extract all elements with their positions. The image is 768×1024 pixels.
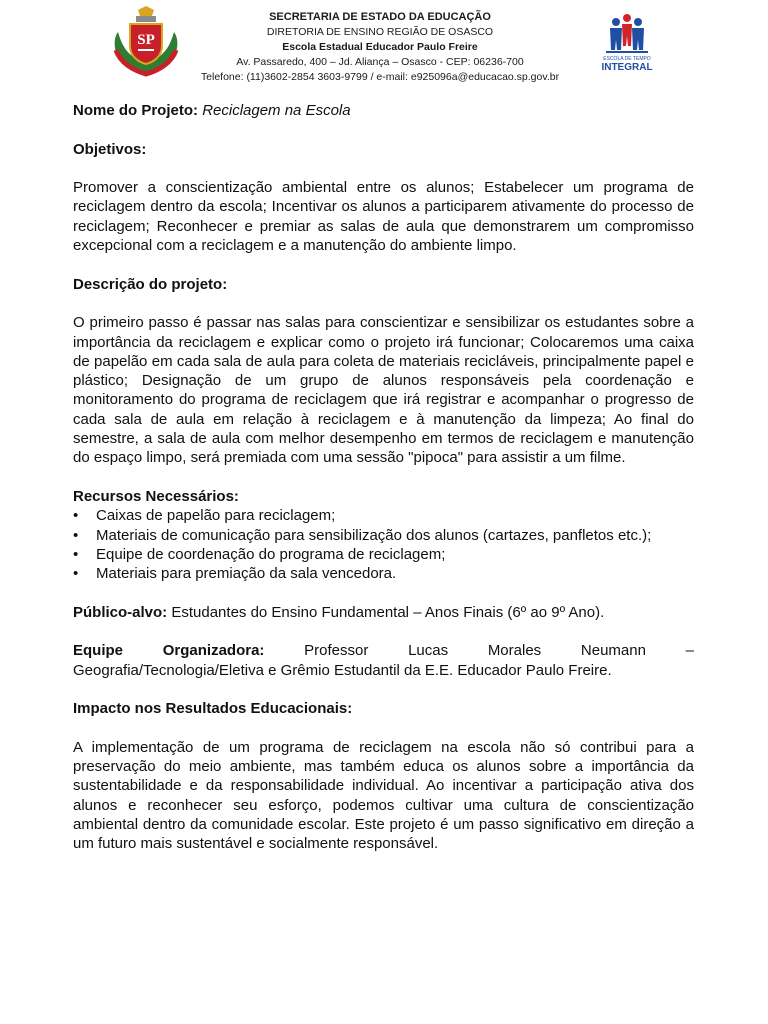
list-item bbox=[73, 564, 694, 583]
secretaria-title: SECRETARIA DE ESTADO DA EDUCAÇÃO bbox=[269, 11, 491, 23]
integral-text: INTEGRAL bbox=[601, 62, 653, 73]
list-item-text: Equipe de coordenação do programa de reciclagem; bbox=[96, 545, 446, 563]
objetivos-text: Promover a conscientização ambiental entre os alunos; Estabelecer um programa de reciclagem dentro da escola; Incentivar os alunos a participarem ativamente do processo de reciclagem; Reconhecer e premiar as salas de aula que demonstrarem um compromisso excepcional com a reciclagem e a manutenção do ambiente limpo. bbox=[73, 179, 694, 255]
impacto-heading: Impacto nos Resultados Educacionais: bbox=[73, 700, 353, 718]
equipe-first-line bbox=[73, 641, 694, 660]
letterhead-text bbox=[190, 10, 570, 85]
school-name: Escola Estadual Educador Paulo Freire bbox=[282, 41, 478, 53]
bullet-icon: • bbox=[73, 545, 79, 563]
school-contact: Telefone: (11)3602-2854 3603-9799 / e-mail: e925096a@educacao.sp.gov.br bbox=[200, 71, 560, 83]
publico-value: Estudantes do Ensino Fundamental – Anos Finais (6º ao 9º Ano). bbox=[171, 603, 605, 621]
publico-label: Público-alvo: bbox=[73, 603, 168, 621]
descricao-text: O primeiro passo é passar nas salas para conscientizar e sensibilizar os estudantes sobre a importância da reciclagem e explicar como o projeto irá funcionar; Colocaremos uma caixa de papelão em cada sala de aula para coleta de materiais recicláveis, principalmente papel e plástico; Designação de um grupo de alunos responsáveis pela coordenação e monitoramento do programa de reciclagem que irá registrar e acompanhar o progresso de cada sala de aula em relação à reciclagem e à manutenção da limpeza; Ao final do semestre, a sala de aula com melhor desempenho em termos de reciclagem e manutenção do espaço limpo, será premiada com uma sessão "pipoca" para assistir a um filme. bbox=[73, 314, 694, 467]
equipe-word: Neumann bbox=[580, 642, 646, 660]
objetivos-heading: Objetivos: bbox=[73, 140, 147, 158]
list-item bbox=[73, 506, 694, 525]
equipe-second-line: Geografia/Tecnologia/Eletiva e Grêmio Estudantil da E.E. Educador Paulo Freire. bbox=[73, 661, 612, 679]
bullet-icon: • bbox=[73, 507, 79, 525]
school-address: Av. Passaredo, 400 – Jd. Aliança – Osasco - CEP: 06236-700 bbox=[236, 56, 524, 68]
equipe-word: Professor bbox=[304, 642, 369, 660]
list-item bbox=[73, 545, 694, 564]
seal-text: SP bbox=[137, 32, 155, 48]
escola-tempo-integral-logo-icon bbox=[594, 10, 660, 76]
integral-small-text: ESCOLA DE TEMPO bbox=[603, 56, 651, 62]
recursos-heading: Recursos Necessários: bbox=[73, 487, 239, 505]
equipe-word: Lucas bbox=[408, 642, 449, 660]
list-item bbox=[73, 526, 694, 545]
equipe-word: Morales bbox=[487, 642, 542, 660]
bullet-icon: • bbox=[73, 565, 79, 583]
descricao-heading: Descrição do projeto: bbox=[73, 275, 228, 293]
project-name-label: Nome do Projeto: bbox=[73, 102, 199, 119]
letterhead-header bbox=[0, 0, 768, 92]
project-name-line bbox=[73, 101, 694, 120]
document-body bbox=[73, 101, 694, 873]
equipe-label-word2: Organizadora: bbox=[162, 642, 265, 660]
equipe-block bbox=[73, 641, 694, 680]
impacto-text: A implementação de um programa de reciclagem na escola não só contribui para a preservação do meio ambiente, mas também educa os alunos sobre a importância da sustentabilidade e da responsabilidade individual. Ao incentivar a participação ativa dos alunos e reconhecer seu esforço, podemos cultivar uma cultura de conscientização ambiental dentro da comunidade escolar. Este projeto é um passo significativo em direção a um futuro mais sustentável e socialmente responsável. bbox=[73, 738, 694, 853]
list-item-text: Materiais para premiação da sala vencedora. bbox=[96, 565, 397, 583]
publico-line bbox=[73, 603, 694, 622]
equipe-word: – bbox=[685, 642, 694, 660]
sao-paulo-coat-of-arms-icon bbox=[110, 6, 182, 78]
list-item-text: Materiais de comunicação para sensibilização dos alunos (cartazes, panfletos etc.); bbox=[96, 526, 652, 544]
bullet-icon: • bbox=[73, 526, 79, 544]
project-name-value: Reciclagem na Escola bbox=[202, 102, 351, 119]
list-item-text: Caixas de papelão para reciclagem; bbox=[96, 507, 336, 525]
diretoria-title: DIRETORIA DE ENSINO REGIÃO DE OSASCO bbox=[266, 26, 494, 38]
equipe-label-word1: Equipe bbox=[73, 642, 124, 660]
recursos-list bbox=[73, 506, 694, 583]
